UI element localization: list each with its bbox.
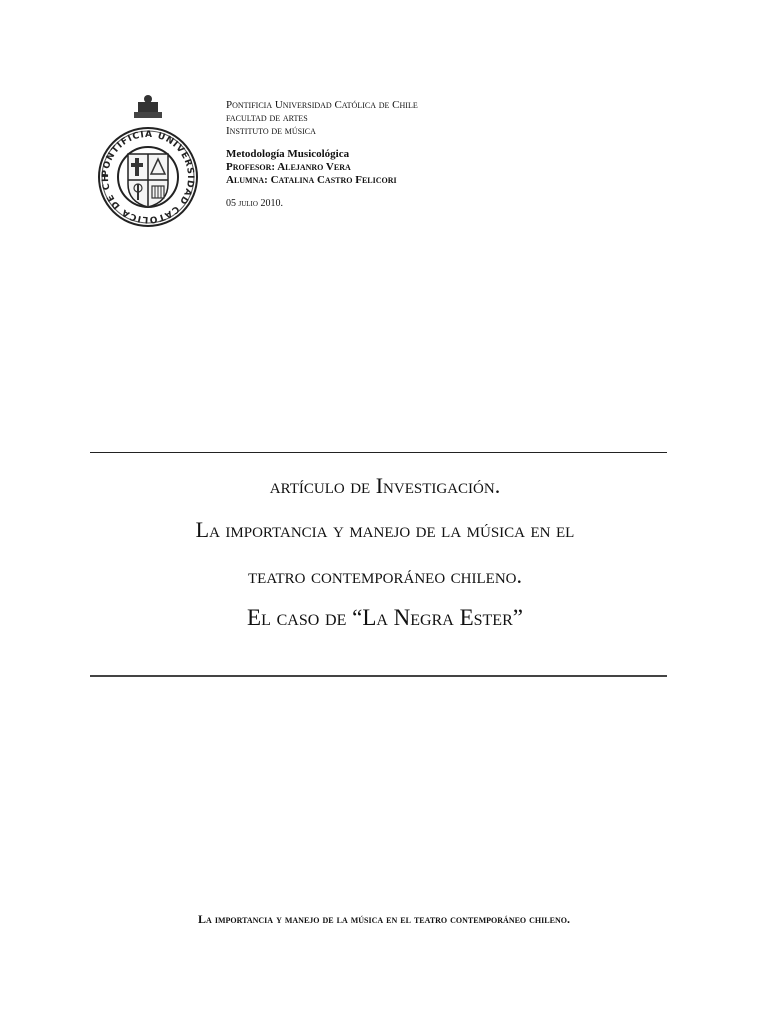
footer-title: La importancia y manejo de la música en el teatro contemporáneo chileno. [198,912,570,926]
title-line-2: La importancia y manejo de la música en el [195,517,575,542]
title-line-3: teatro contemporáneo chileno. [248,563,522,588]
course-name: Metodología Musicológica [226,148,350,160]
title-line-1: artículo de Investigación. [269,473,501,498]
professor-line: Profesor: Alejanro Vera [226,161,351,173]
date-line: 05 julio 2010. [226,198,283,209]
title-line-4: El caso de “La Negra Ester” [247,605,523,630]
university-name: Pontificia Universidad Católica de Chile [226,99,418,111]
seal-ring-text: PONTIFICIA UNIVERSIDAD CATOLICA DE CH [100,129,196,225]
bottom-rule [90,675,667,677]
faculty-name: facultad de artes [226,112,308,124]
university-seal [98,92,198,232]
seal-icon [98,92,198,232]
header-block [226,99,418,210]
student-line: Alumna: Catalina Castro Felicori [226,174,397,186]
institute-name: Instituto de música [226,125,316,137]
top-rule [90,452,667,453]
